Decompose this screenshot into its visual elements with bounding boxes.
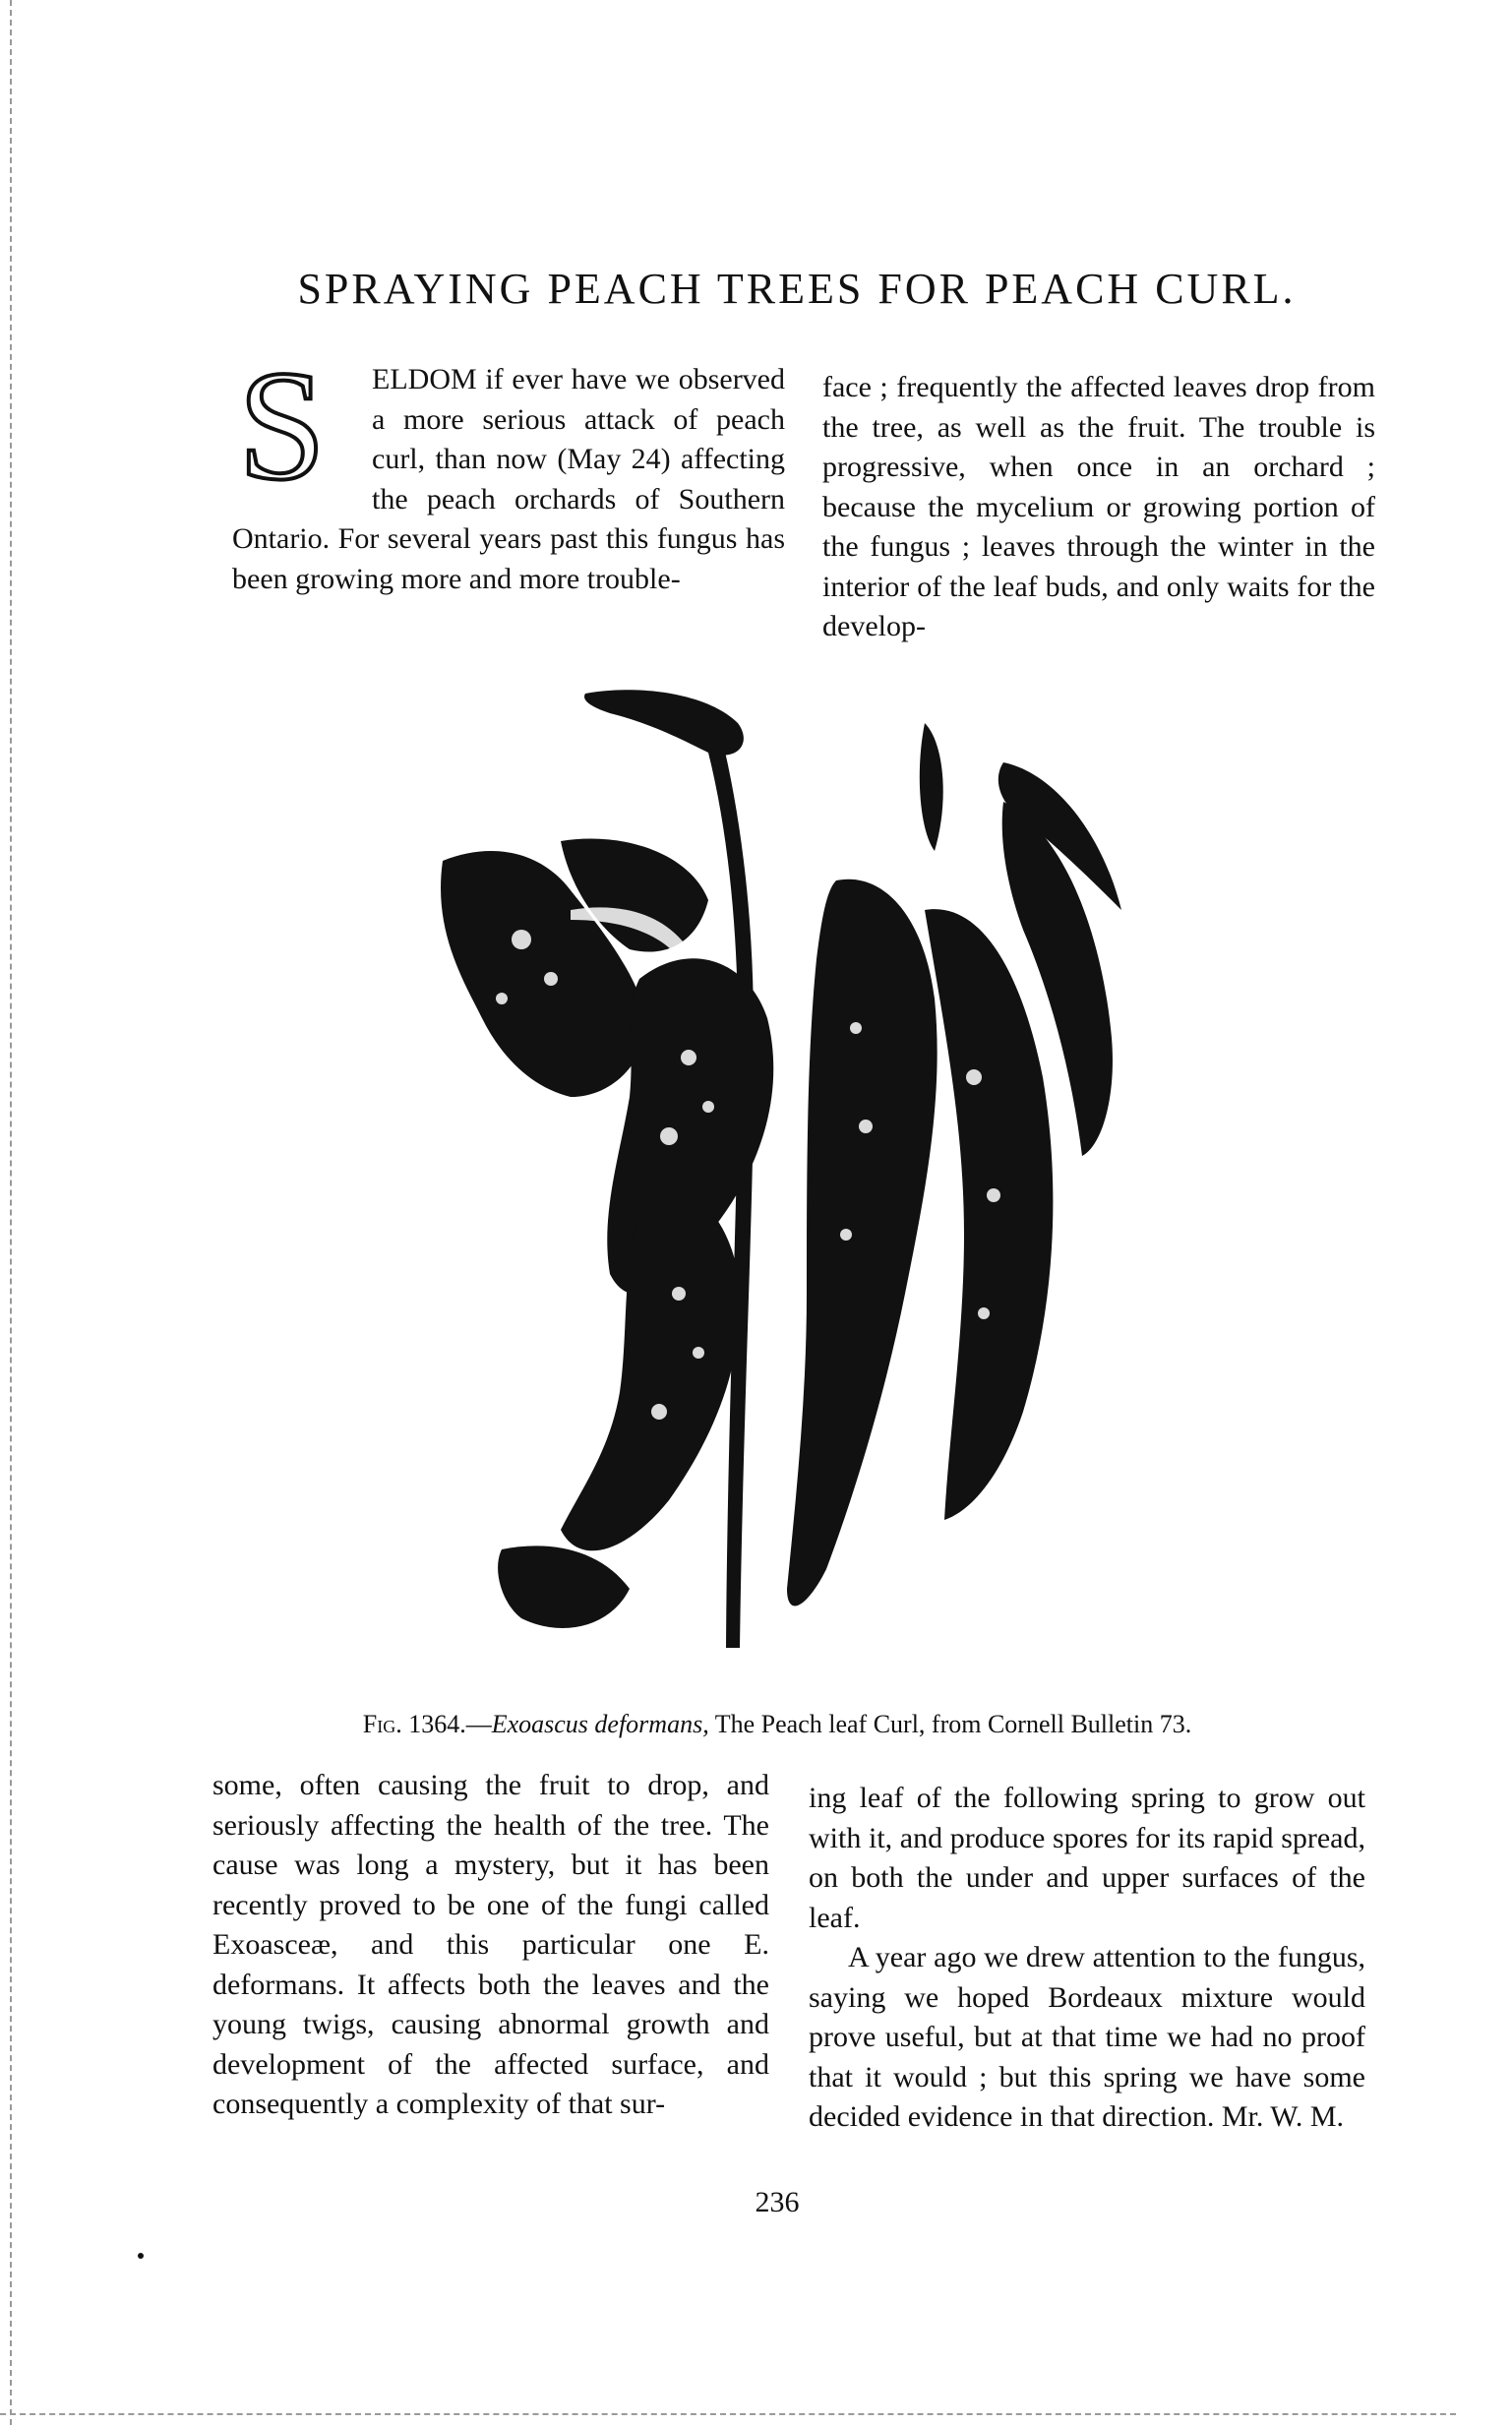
column-3 — [212, 1766, 769, 2125]
column-2-text: face ; frequently the affected leaves drop from the tree, as well as the fruit. The trouble is progressive, when once in an orchard ; because the mycelium or growing portion of the fungus ; leaves through the winter in the interior of the leaf buds, and only waits for the develop- — [822, 371, 1375, 642]
column-1 — [232, 360, 785, 599]
figure-caption — [177, 1710, 1377, 1739]
left-margin-rule — [10, 0, 14, 2425]
column-1-text: ELDOM if ever have we observed a more serious attack of peach curl, than now (May 24) affecting the peach orchards of Southern Ontario. For several years past this fungus has been growing more and more trouble- — [232, 363, 785, 595]
bottom-margin-rule — [0, 2413, 1456, 2415]
drop-cap-s — [232, 362, 360, 486]
column-4 — [809, 1779, 1365, 2138]
ink-dot — [138, 2253, 144, 2259]
column-4-paragraph-1: ing leaf of the following spring to grow out with it, and produce spores for its rapid spread, on both the under and upper surfaces of the leaf. — [809, 1782, 1365, 1934]
column-4-paragraph-2: A year ago we drew attention to the fungus, saying we hoped Bordeaux mixture would prove useful, but at that time we had no proof that it would ; but this spring we have some decided evidence in that direction. Mr. W. M. — [809, 1941, 1365, 2133]
figure-caption-text: The Peach leaf Curl, from Cornell Bulletin 73. — [708, 1710, 1192, 1738]
figure-label: Fig. 1364.— — [362, 1710, 492, 1738]
column-2 — [822, 368, 1375, 647]
drop-cap-letter: S — [238, 362, 326, 486]
article-title: SPRAYING PEACH TREES FOR PEACH CURL. — [297, 265, 1297, 313]
column-3-text: some, often causing the fruit to drop, and seriously affecting the health of the tree. The cause was long a mystery, but it has been recently proved to be one of the fungi called Exoasceæ, and this particular one E. deformans. It affects both the leaves and the young twigs, causing abnormal growth and development of the affected surface, and consequently a complexity of that sur- — [212, 1769, 769, 2120]
peach-leaf-curl-illustration — [413, 684, 1210, 1697]
page-number: 236 — [755, 2186, 800, 2218]
figure-species: Exoascus deformans, — [491, 1710, 709, 1738]
